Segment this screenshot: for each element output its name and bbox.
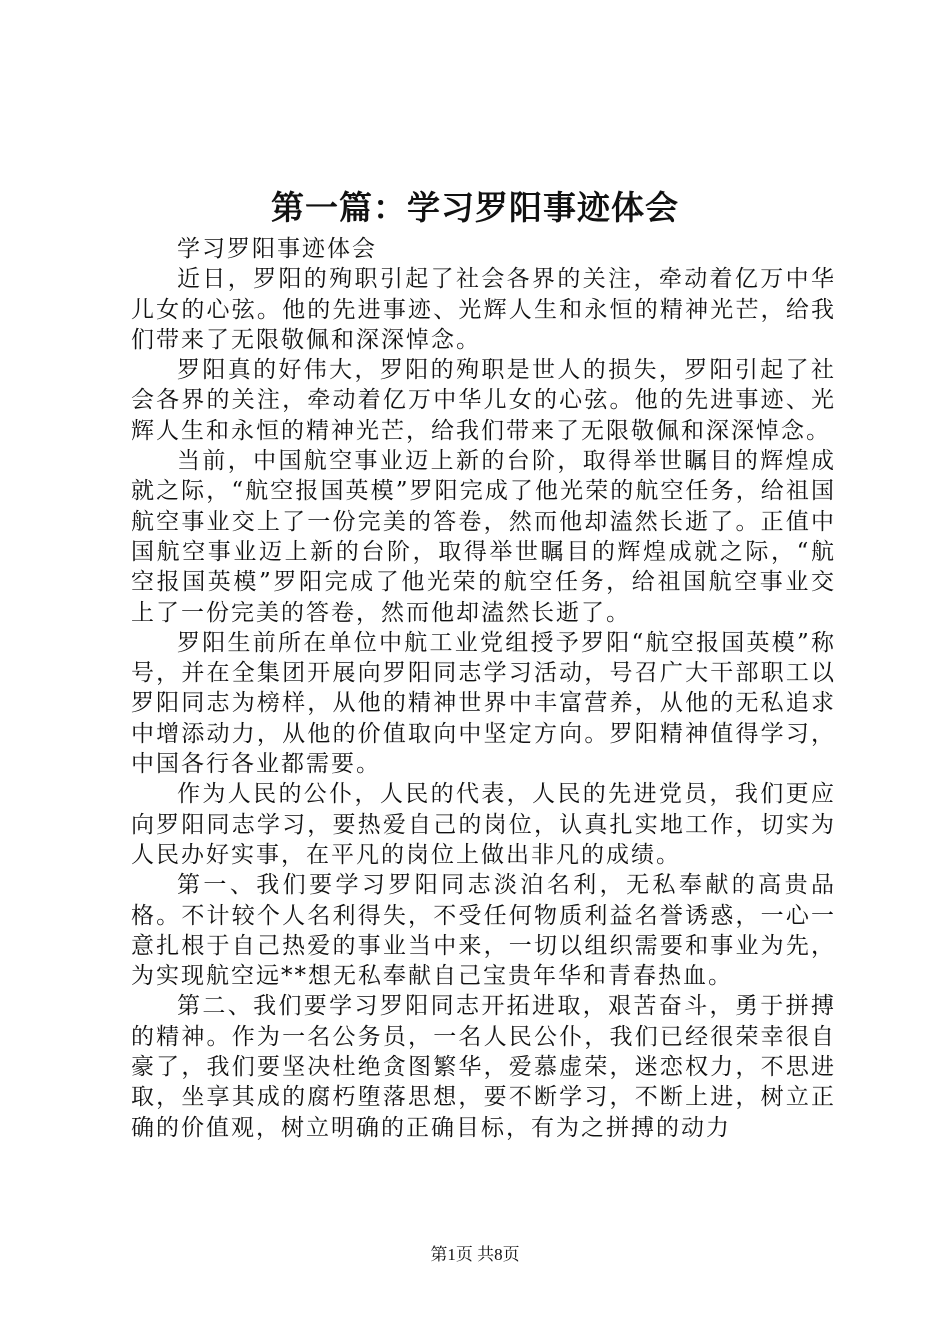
paragraph: 当前，中国航空事业迈上新的台阶，取得举世瞩目的辉煌成就之际，“航空报国英模”罗阳完成了他光荣的航空任务，给祖国航空事业交上了一份完美的答卷，然而他却溘然长逝了。正值中国航空事业迈上新的台阶，取得举世瞩目的辉煌成就之际，“航空报国英模”罗阳完成了他光荣的航空任务，给祖国航空事业交上了一份完美的答卷，然而他却溘然长逝了。	[131, 448, 836, 626]
document-title: 第一篇：学习罗阳事迹体会	[271, 188, 679, 227]
document-body	[131, 234, 836, 1143]
document-subtitle: 学习罗阳事迹体会	[177, 236, 377, 262]
paragraph: 第一、我们要学习罗阳同志淡泊名利，无私奉献的高贵品格。不计较个人名利得失，不受任何物质利益名誉诱惑，一心一意扎根于自己热爱的事业当中来，一切以组织需要和事业为先，为实现航空远**想无私奉献自己宝贵年华和青春热血。	[131, 872, 836, 990]
paragraph: 近日，罗阳的殉职引起了社会各界的关注，牵动着亿万中华儿女的心弦。他的先进事迹、光辉人生和永恒的精神光芒，给我们带来了无限敬佩和深深悼念。	[131, 266, 836, 353]
paragraph: 罗阳生前所在单位中航工业党组授予罗阳“航空报国英模”称号，并在全集团开展向罗阳同志学习活动，号召广大干部职工以罗阳同志为榜样，从他的精神世界中丰富营养，从他的无私追求中增添动力，从他的价值取向中坚定方向。罗阳精神值得学习，中国各行各业都需要。	[131, 629, 836, 778]
paragraph: 第二、我们要学习罗阳同志开拓进取，艰苦奋斗，勇于拼搏的精神。作为一名公务员，一名人民公仆，我们已经很荣幸很自豪了，我们要坚决杜绝贪图繁华，爱慕虚荣，迷恋权力，不思进取，坐享其成的腐朽堕落思想，要不断学习，不断上进，树立正确的价值观，树立明确的正确目标，有为之拼搏的动力	[131, 993, 836, 1141]
paragraph: 作为人民的公仆，人民的代表，人民的先进党员，我们更应向罗阳同志学习，要热爱自己的岗位，认真扎实地工作，切实为人民办好实事，在平凡的岗位上做出非凡的成绩。	[131, 781, 836, 868]
page-number-footer: 第1页 共8页	[430, 1245, 520, 1264]
paragraph: 罗阳真的好伟大，罗阳的殉职是世人的损失，罗阳引起了社会各界的关注，牵动着亿万中华儿女的心弦。他的先进事迹、光辉人生和永恒的精神光芒，给我们带来了无限敬佩和深深悼念。	[131, 357, 836, 444]
